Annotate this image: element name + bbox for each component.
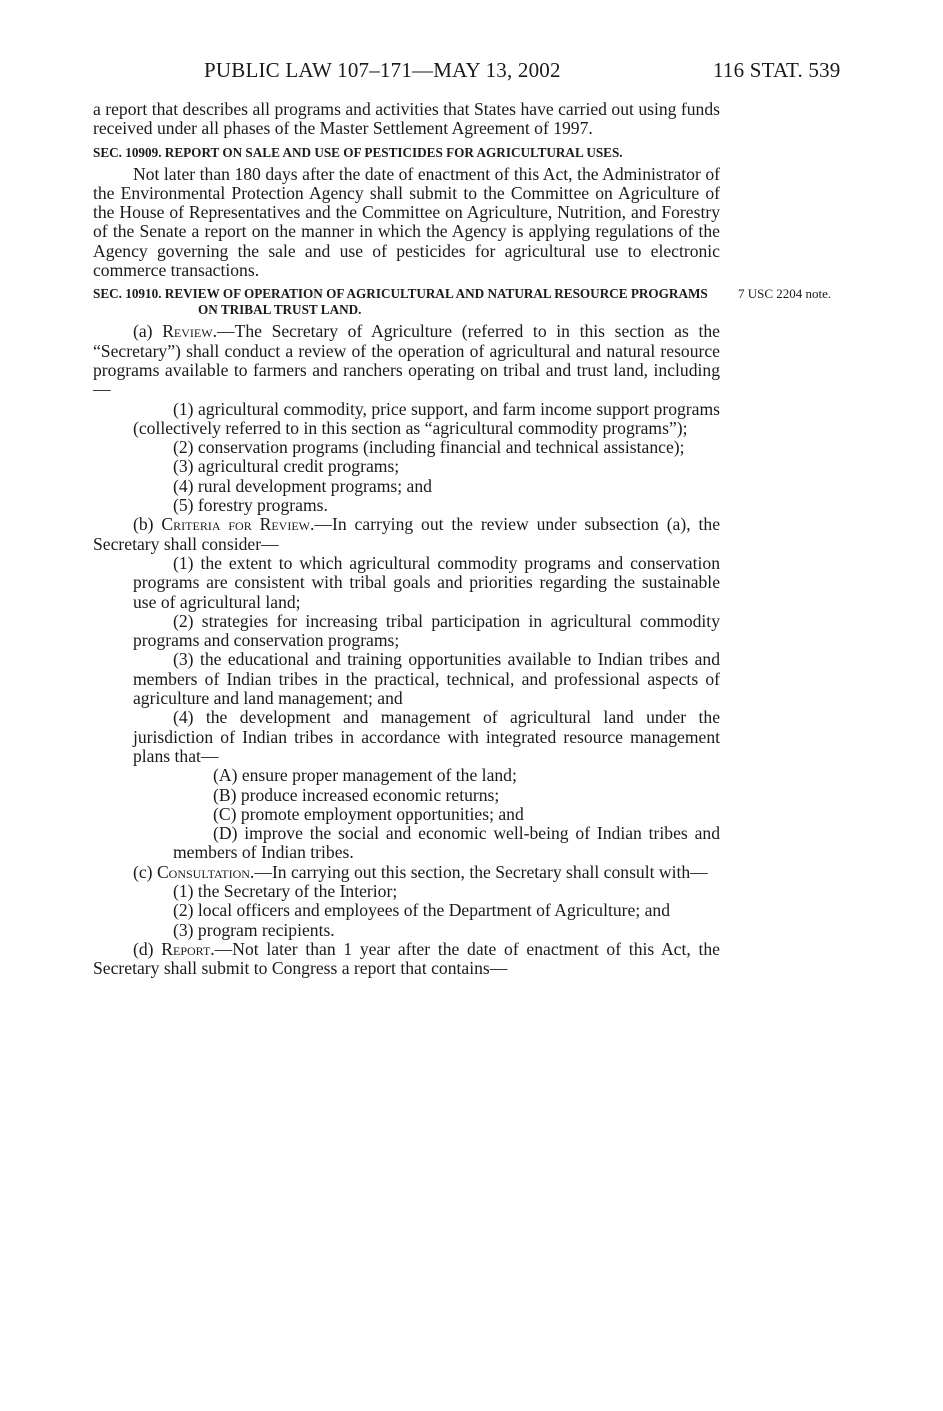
subsection-a: [93, 322, 720, 399]
statute-page-number: 116 STAT. 539: [713, 58, 841, 82]
list-item: (2) strategies for increasing tribal participation in agricultural commodity programs and conservation programs;: [133, 610, 720, 651]
intro-paragraph: a report that describes all programs and activities that States have carried out using funds received under all phases of the Master Settlement Agreement of 1997.: [93, 99, 720, 139]
list-item: (4) the development and management of agricultural land under the jurisdiction of Indian tribes in accordance with integrated resource management plans that—: [133, 707, 720, 766]
usc-margin-note: 7 USC 2204 note.: [738, 286, 832, 302]
subsection-b: [93, 515, 720, 554]
subsection-c: [93, 863, 720, 882]
section-heading-10910: SEC. 10910. REVIEW OF OPERATION OF AGRICULTURAL AND NATURAL RESOURCE PROGRAMS ON TRIBAL TRUST LAND.: [93, 286, 708, 318]
list-subitem: (C) promote employment opportunities; and: [213, 803, 524, 824]
section-heading-wrap-10910: [93, 286, 832, 318]
section-body-10909: Not later than 180 days after the date of enactment of this Act, the Administrator of the Environmental Protection Agency shall submit to the Committee on Agriculture of the House of Representatives and the Committee on Agriculture, Nutrition, and Forestry of the Senate a report on the manner in which the Agency is applying regulations of the Agency governing the sale and use of pesticides for agricultural use to electronic commerce transactions.: [93, 163, 720, 281]
list-item: (3) the educational and training opportunities available to Indian tribes and members of Indian tribes in the practical, technical, and professional aspects of agriculture and land management; and: [133, 649, 720, 709]
list-item: (1) the extent to which agricultural commodity programs and conservation programs are consistent with tribal goals and priorities regarding the sustainable use of agricultural land;: [133, 552, 720, 612]
subsection-a-label: (a): [133, 321, 163, 342]
subsection-a-caption: Review.: [162, 321, 217, 342]
list-item: (5) forestry programs.: [173, 495, 328, 516]
list-item: (1) the Secretary of the Interior;: [173, 880, 398, 901]
list-item: (3) program recipients.: [173, 919, 335, 940]
list-subitem: (D) improve the social and economic well-being of Indian tribes and members of Indian tribes.: [173, 823, 720, 863]
list-item: (3) agricultural credit programs;: [173, 456, 400, 477]
list-item: (1) agricultural commodity, price support, and farm income support programs (collectively referred to in this section as “agricultural commodity programs”);: [133, 398, 720, 438]
subsection-d: [93, 940, 720, 979]
subsection-d-text: —Not later than 1 year after the date of enactment of this Act, the Secretary shall submit to Congress a report that contains—: [93, 938, 720, 979]
page-body: [93, 99, 832, 979]
subsection-b-text: —In carrying out the review under subsection (a), the Secretary shall consider—: [93, 514, 721, 554]
subsection-c-text: —In carrying out this section, the Secretary shall consult with—: [254, 861, 708, 882]
section-10909: [93, 145, 720, 281]
list-subitem: (A) ensure proper management of the land;: [213, 765, 517, 786]
section-10910: [93, 286, 832, 979]
section-heading-10909: SEC. 10909. REPORT ON SALE AND USE OF PESTICIDES FOR AGRICULTURAL USES.: [93, 144, 623, 160]
subsection-c-label: (c): [133, 861, 157, 882]
list-subitem: (B) produce increased economic returns;: [213, 784, 500, 805]
list-item: (2) conservation programs (including financial and technical assistance);: [173, 437, 685, 458]
subsection-b-label: (b): [133, 514, 162, 535]
subsection-b-caption: Criteria for Review.: [161, 514, 315, 535]
subsection-a-text: —The Secretary of Agriculture (referred to in this section as the “Secretary”) shall conduct a review of the operation of agricultural and natural resource programs available to farmers and ranchers operating on tribal and trust land, including—: [93, 321, 720, 400]
page-title: PUBLIC LAW 107–171—MAY 13, 2002: [204, 58, 561, 82]
subsection-c-caption: Consultation.: [156, 861, 255, 882]
list-item: (2) local officers and employees of the Department of Agriculture; and: [173, 900, 671, 921]
subsection-d-label: (d): [133, 938, 162, 959]
list-item: (4) rural development programs; and: [173, 475, 432, 496]
subsection-d-caption: Report.: [161, 938, 215, 959]
